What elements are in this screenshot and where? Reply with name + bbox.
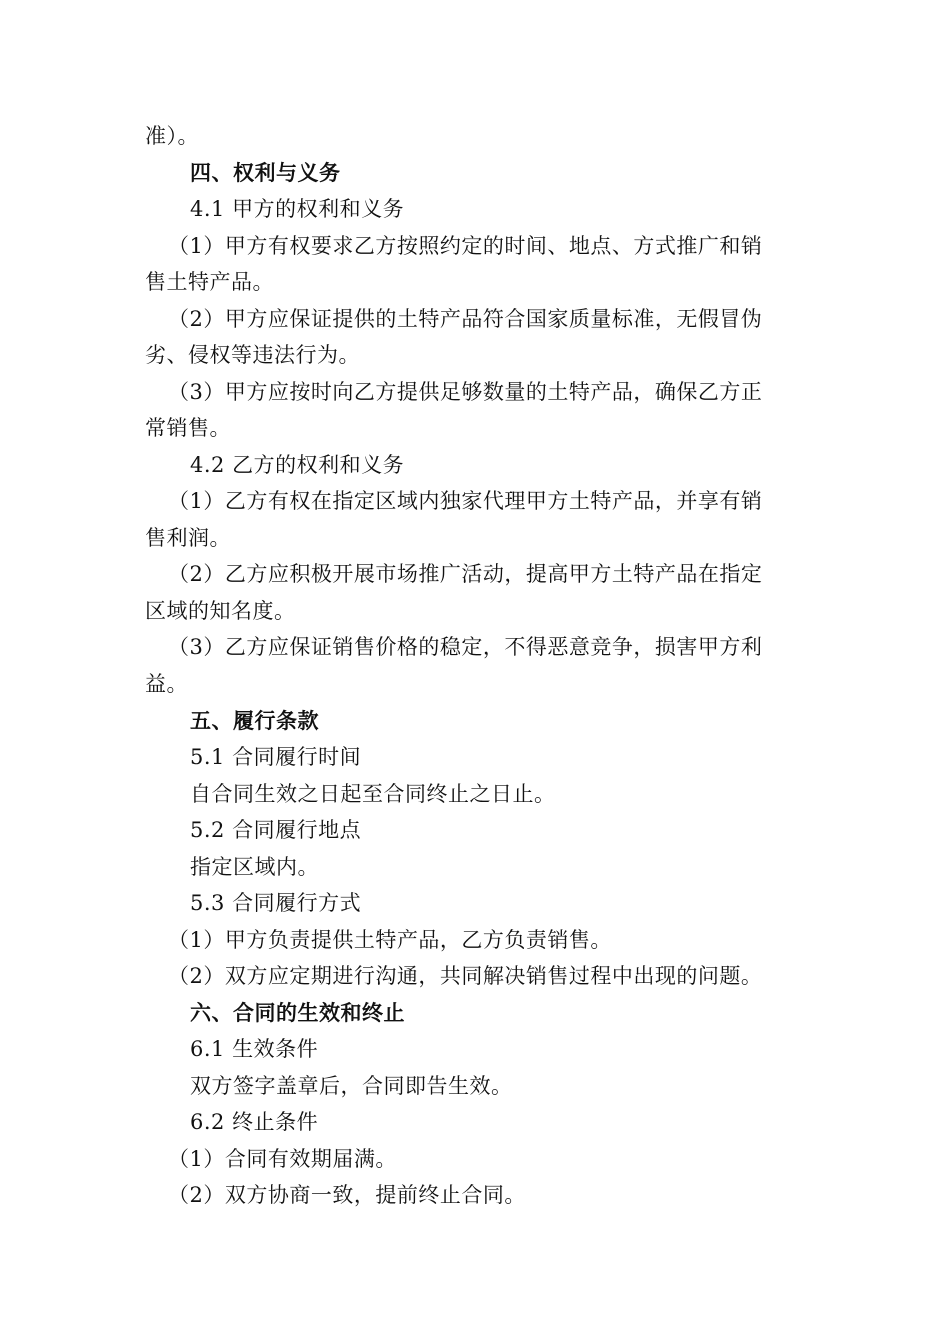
paragraph-line: （3）乙方应保证销售价格的稳定，不得恶意竞争，损害甲方利: [168, 635, 763, 659]
subsection-6-1: 6.1 生效条件: [190, 1037, 319, 1061]
paragraph-line: （1）合同有效期届满。: [168, 1147, 397, 1171]
paragraph-line: （3）甲方应按时向乙方提供足够数量的土特产品，确保乙方正: [168, 380, 763, 404]
paragraph-line: 区域的知名度。: [145, 599, 296, 623]
subsection-4-1: 4.1 甲方的权利和义务: [190, 197, 405, 221]
paragraph-line: （2）双方应定期进行沟通，共同解决销售过程中出现的问题。: [168, 964, 763, 988]
subsection-5-1: 5.1 合同履行时间: [190, 745, 362, 769]
paragraph-line: 售利润。: [145, 526, 231, 550]
subsection-5-2: 5.2 合同履行地点: [190, 818, 362, 842]
paragraph-line: （1）甲方有权要求乙方按照约定的时间、地点、方式推广和销: [168, 234, 763, 258]
paragraph-line: 指定区域内。: [190, 855, 319, 879]
section-heading-rights: 四、权利与义务: [190, 160, 341, 185]
subsection-5-3: 5.3 合同履行方式: [190, 891, 362, 915]
paragraph-line: 常销售。: [145, 416, 231, 440]
paragraph-line: （2）乙方应积极开展市场推广活动，提高甲方土特产品在指定: [168, 562, 763, 586]
paragraph-line: 双方签字盖章后，合同即告生效。: [190, 1074, 513, 1098]
paragraph-line: （1）乙方有权在指定区域内独家代理甲方土特产品，并享有销: [168, 489, 763, 513]
section-heading-effect-termination: 六、合同的生效和终止: [190, 1000, 405, 1025]
paragraph-line: 益。: [145, 672, 188, 696]
paragraph-line: 售土特产品。: [145, 270, 274, 294]
paragraph-line: （2）甲方应保证提供的土特产品符合国家质量标准，无假冒伪: [168, 307, 763, 331]
paragraph-line: 自合同生效之日起至合同终止之日止。: [190, 782, 556, 806]
section-heading-performance: 五、履行条款: [190, 708, 319, 733]
paragraph-line: （1）甲方负责提供土特产品，乙方负责销售。: [168, 928, 612, 952]
continuation-text: 准）。: [145, 124, 199, 148]
subsection-4-2: 4.2 乙方的权利和义务: [190, 453, 405, 477]
paragraph-line: （2）双方协商一致，提前终止合同。: [168, 1183, 526, 1207]
paragraph-line: 劣、侵权等违法行为。: [145, 343, 360, 367]
subsection-6-2: 6.2 终止条件: [190, 1110, 319, 1134]
